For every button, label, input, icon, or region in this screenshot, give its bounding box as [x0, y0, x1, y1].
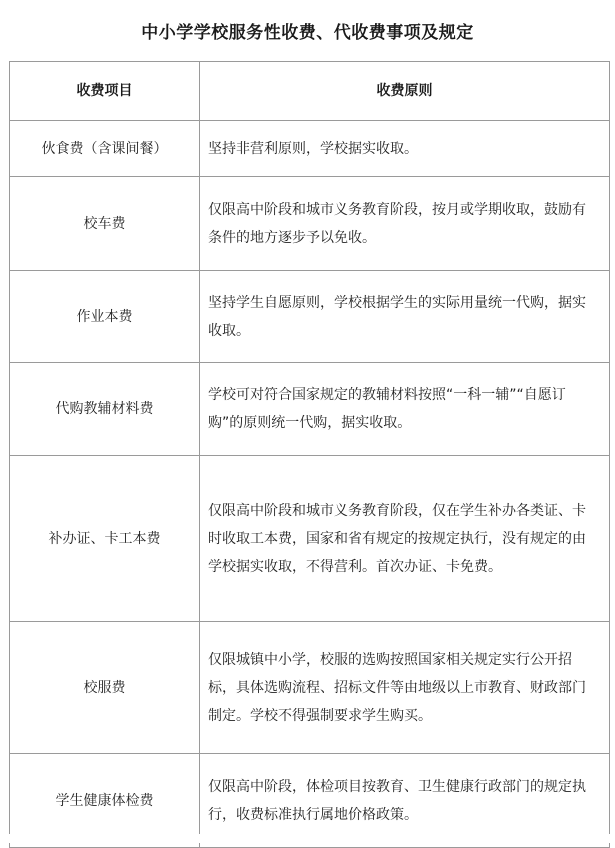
table-row [10, 363, 610, 456]
column-header-principle: 收费原则 [200, 62, 610, 121]
fee-item-name: 学生健康体检费 [10, 754, 200, 848]
table-row [10, 177, 610, 271]
fee-item-name: 伙食费（含课间餐） [10, 121, 200, 177]
table-row [10, 121, 610, 177]
table-row [10, 456, 610, 622]
fee-item-name: 校车费 [10, 177, 200, 271]
fee-principle: 坚持学生自愿原则，学校根据学生的实际用量统一代购，据实收取。 [200, 271, 610, 363]
fee-item-name: 代购教辅材料费 [10, 363, 200, 456]
fee-principle: 仅限高中阶段，体检项目按教育、卫生健康行政部门的规定执行，收费标准执行属地价格政策。 [200, 754, 610, 848]
fee-principle: 学校可对符合国家规定的教辅材料按照“一科一辅”“自愿订购”的原则统一代购，据实收取。 [200, 363, 610, 456]
table-row [10, 271, 610, 363]
fee-item-name: 作业本费 [10, 271, 200, 363]
fee-principle: 仅限城镇中小学，校服的选购按照国家相关规定实行公开招标，具体选购流程、招标文件等由地级以上市教育、财政部门制定。学校不得强制要求学生购买。 [200, 622, 610, 754]
fee-principle: 仅限高中阶段和城市义务教育阶段，按月或学期收取，鼓励有条件的地方逐步予以免收。 [200, 177, 610, 271]
table-header-row [10, 62, 610, 121]
fee-principle: 仅限高中阶段和城市义务教育阶段，仅在学生补办各类证、卡时收取工本费，国家和省有规定的按规定执行，没有规定的由学校据实收取，不得营利。首次办证、卡免费。 [200, 456, 610, 622]
page-title: 中小学学校服务性收费、代收费事项及规定 [141, 23, 474, 43]
table-row [10, 622, 610, 754]
fee-principle: 坚持非营利原则，学校据实收取。 [200, 121, 610, 177]
fee-item-name: 补办证、卡工本费 [10, 456, 200, 622]
bottom-crop-edge [0, 834, 615, 843]
fee-table [9, 61, 610, 848]
column-header-item: 收费项目 [10, 62, 200, 121]
fee-item-name: 校服费 [10, 622, 200, 754]
